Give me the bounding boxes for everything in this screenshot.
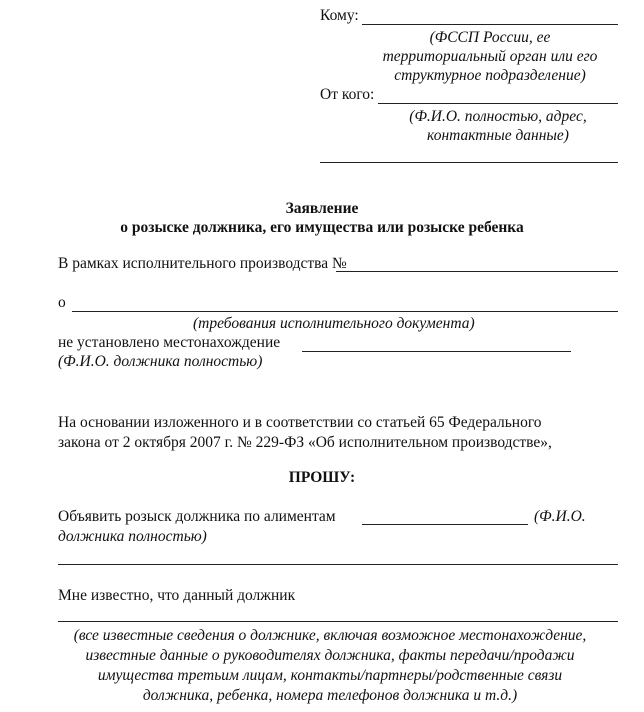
search-extra-line (58, 564, 618, 565)
known-label: Мне известно, что данный должник (58, 587, 296, 604)
known-info-line (58, 621, 618, 622)
known-hint-2: известные данные о руководителях должника, факты передачи/продажи (85, 647, 575, 664)
from-hint-1: (Ф.И.О. полностью, адрес, (409, 108, 587, 125)
known-hint-4: должника, ребенка, номера телефонов должника и т.д.) (142, 687, 518, 704)
basis-line-2: закона от 2 октября 2007 г. № 229-ФЗ «Об исполнительном производстве», (58, 434, 552, 451)
location-label: не установлено местонахождение (58, 334, 281, 351)
requirements-hint: (требования исполнительного документа) (193, 315, 475, 332)
requirements-line (72, 311, 618, 312)
to-hint-3: структурное подразделение) (394, 67, 586, 84)
document-subtitle: о розыске должника, его имущества или розыске ребенка (120, 219, 524, 236)
request-heading: ПРОШУ: (288, 469, 356, 486)
from-extra-line (320, 162, 618, 163)
document-title: Заявление (285, 200, 359, 217)
known-hint-3: имущества третьим лицам, контакты/партнеры/родственные связи (97, 667, 563, 684)
debtor-hint: (Ф.И.О. должника полностью) (58, 353, 263, 370)
from-label: От кого: (320, 86, 375, 103)
proceeding-label: В рамках исполнительного производства № (58, 255, 347, 272)
to-blank-line (362, 24, 618, 25)
search-hint-part-2: должника полностью) (58, 528, 207, 545)
search-label: Объявить розыск должника по алиментам (58, 508, 336, 525)
basis-line-1: На основании изложенного и в соответствии со статьей 65 Федерального (58, 414, 542, 431)
from-hint-2: контактные данные) (427, 127, 569, 144)
to-hint-2: территориальный орган или его (382, 48, 598, 65)
from-blank-line (378, 103, 618, 104)
search-hint-part-1: (Ф.И.О. (534, 508, 586, 525)
location-line (302, 351, 571, 352)
about-label: о (58, 294, 66, 311)
proceeding-number-line (336, 271, 618, 272)
to-label: Кому: (320, 7, 359, 24)
known-hint-1: (все известные сведения о должнике, включая возможное местонахождение, (73, 627, 587, 644)
to-hint-1: (ФССП России, ее (429, 29, 551, 46)
search-name-line (362, 524, 528, 525)
